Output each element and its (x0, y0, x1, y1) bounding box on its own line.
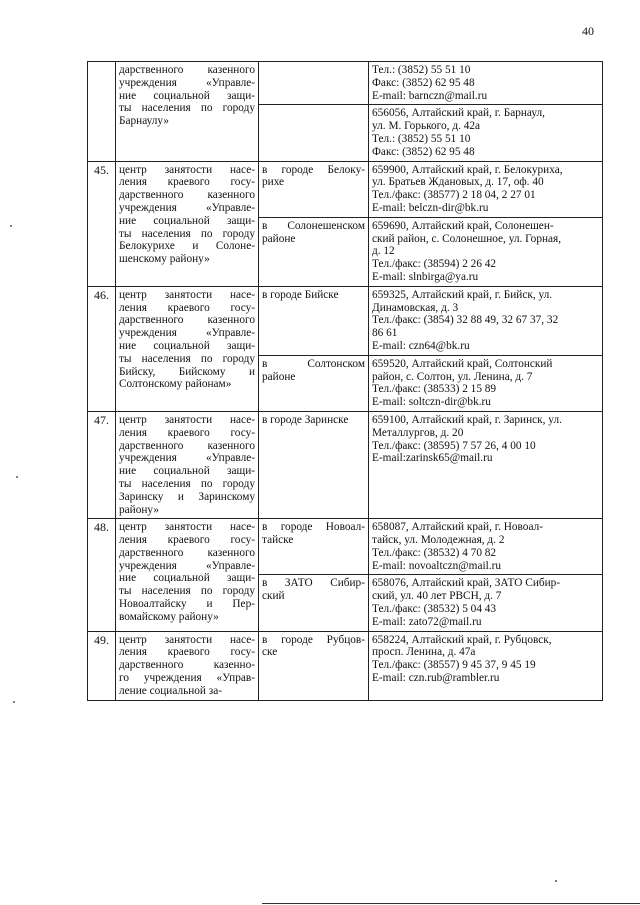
text-line: дарственного казенного (119, 64, 255, 76)
text-line: ние социальной защи- (119, 214, 255, 227)
text-line: ул. Братьев Ждановых, д. 17, оф. 40 (372, 176, 544, 189)
text-line: Тел./факс: (3854) 32 88 49, 32 67 37, 32 (372, 314, 559, 327)
location-cell (259, 217, 369, 286)
location-cell (259, 519, 369, 575)
text-line: тайске (262, 534, 294, 547)
row-number (88, 62, 116, 162)
address-cell (369, 631, 603, 700)
center-name-cell (116, 62, 259, 162)
text-line: Тел./факс: (38532) 4 70 82 (372, 546, 497, 559)
text-line: E-mail: novoaltczn@mail.ru (372, 559, 501, 572)
text-line: Тел.: (3852) 55 51 10 (372, 64, 471, 76)
text-line: Факс: (3852) 62 95 48 (372, 145, 475, 158)
text-line: ние социальной защи- (119, 465, 255, 478)
text-line: дарственного казенно- (119, 659, 255, 672)
text-line: 86 61 (372, 327, 398, 340)
text-line: Тел./факс: (38595) 7 57 26, 4 00 10 (372, 439, 536, 452)
table-row (88, 161, 603, 217)
row-number: 45. (88, 161, 116, 286)
text-line: в Солонешенском (262, 219, 365, 232)
employment-centers-table (87, 61, 603, 701)
text-line: ты населения по городу (119, 352, 255, 365)
scan-speck (16, 476, 18, 478)
address-cell (369, 286, 603, 355)
text-line: Тел./факс: (38557) 9 45 37, 9 45 19 (372, 659, 536, 672)
location-cell (259, 355, 369, 411)
text-line: дарственного казенного (119, 439, 255, 452)
text-line: центр занятости насе- (119, 413, 255, 426)
text-line: ты населения по городу (119, 102, 255, 115)
text-line: ский район, с. Солонешное, ул. Горная, (372, 232, 562, 245)
text-line: 659690, Алтайский край, Солонешен- (372, 219, 554, 232)
row-number: 47. (88, 411, 116, 518)
center-name-cell (116, 631, 259, 700)
row-number: 48. (88, 519, 116, 631)
text-line: учреждения «Управле- (119, 452, 255, 465)
scan-speck (13, 701, 15, 703)
table-row (88, 411, 603, 518)
text-line: 659100, Алтайский край, г. Заринск, ул. (372, 413, 562, 426)
text-line: Солтонскому районам» (119, 378, 232, 391)
scan-speck (10, 225, 12, 227)
address-cell (369, 411, 603, 518)
text-line: Заринску и Заринскому (119, 490, 255, 503)
text-line: в городе Рубцов- (262, 633, 365, 646)
text-line: Барнаулу» (119, 115, 170, 128)
text-line: E-mail: zato72@mail.ru (372, 615, 482, 628)
text-line: дарственного казенного (119, 546, 255, 559)
text-line: в Солтонском (262, 357, 365, 370)
table-row (88, 519, 603, 575)
text-line: Тел./факс: (38533) 2 15 89 (372, 383, 497, 396)
text-line: в городе Белоку- (262, 163, 365, 176)
text-line: ления краевого госу- (119, 301, 255, 314)
text-line: ления краевого госу- (119, 534, 255, 547)
text-line: ления краевого госу- (119, 646, 255, 659)
text-line: ления краевого госу- (119, 426, 255, 439)
center-name-cell (116, 286, 259, 411)
text-line: 658224, Алтайский край, г. Рубцовск, (372, 633, 552, 646)
text-line: ский, ул. 40 лет РВСН, д. 7 (372, 590, 502, 603)
text-line: E-mail: barnczn@mail.ru (372, 89, 488, 102)
text-line: в городе Заринске (262, 413, 349, 426)
text-line: Новоалтайску и Пер- (119, 598, 255, 611)
text-line: ления краевого госу- (119, 176, 255, 189)
text-line: ске (262, 646, 278, 659)
address-cell (369, 355, 603, 411)
text-line: ский (262, 590, 285, 603)
row-number: 46. (88, 286, 116, 411)
text-line: ние социальной защи- (119, 89, 255, 102)
text-line: учреждения «Управле- (119, 327, 255, 340)
text-line: учреждения «Управле- (119, 201, 255, 214)
location-cell (259, 62, 369, 105)
text-line: 659520, Алтайский край, Солтонский (372, 357, 553, 370)
address-cell (369, 105, 603, 161)
text-line: району» (119, 503, 159, 516)
address-cell (369, 161, 603, 217)
text-line: 659325, Алтайский край, г. Бийск, ул. (372, 288, 553, 301)
location-cell (259, 411, 369, 518)
text-line: E-mail: slnbirga@ya.ru (372, 270, 479, 283)
row-number: 49. (88, 631, 116, 700)
text-line: Бийску, Бийскому и (119, 365, 255, 378)
scan-speck (555, 880, 557, 882)
table-row (88, 62, 603, 105)
text-line: в ЗАТО Сибир- (262, 577, 365, 590)
text-line: ние социальной защи- (119, 572, 255, 585)
text-line: центр занятости насе- (119, 163, 255, 176)
text-line: в городе Бийске (262, 288, 339, 301)
text-line: E-mail: belczn-dir@bk.ru (372, 201, 489, 214)
text-line: район, с. Солтон, ул. Ленина, д. 7 (372, 370, 533, 383)
text-line: учреждения «Управле- (119, 559, 255, 572)
address-cell (369, 217, 603, 286)
text-line: вомайскому району» (119, 610, 219, 623)
center-name-cell (116, 161, 259, 286)
address-cell (369, 519, 603, 575)
text-line: районе (262, 370, 296, 383)
address-cell (369, 62, 603, 105)
center-name-cell (116, 519, 259, 631)
center-name-cell (116, 411, 259, 518)
text-line: шенскому району» (119, 253, 210, 266)
page-number: 40 (582, 24, 594, 38)
table-body (88, 62, 603, 701)
text-line: районе (262, 232, 296, 245)
text-line: тайск, ул. Молодежная, д. 2 (372, 534, 505, 547)
text-line: ул. М. Горького, д. 42а (372, 120, 481, 133)
scan-edge-line (262, 903, 640, 904)
text-line: рихе (262, 176, 285, 189)
table-row (88, 286, 603, 355)
text-line: д. 12 (372, 245, 395, 258)
text-line: E-mail: czn.rub@rambler.ru (372, 672, 500, 685)
location-cell (259, 105, 369, 161)
location-cell (259, 631, 369, 700)
address-cell (369, 575, 603, 631)
text-line: дарственного казенного (119, 189, 255, 202)
text-line: в городе Новоал- (262, 521, 365, 534)
text-line: центр занятости насе- (119, 288, 255, 301)
text-line: просп. Ленина, д. 47а (372, 646, 476, 659)
text-line: центр занятости насе- (119, 633, 255, 646)
text-line: ты населения по городу (119, 477, 255, 490)
text-line: Факс: (3852) 62 95 48 (372, 76, 475, 89)
location-cell (259, 575, 369, 631)
text-line: Динамовская, д. 3 (372, 301, 459, 314)
text-line: ние социальной защи- (119, 339, 255, 352)
text-line: го учреждения «Управ- (119, 672, 255, 685)
text-line: Белокурихе и Солоне- (119, 240, 255, 253)
text-line: учреждения «Управле- (119, 76, 255, 89)
text-line: Металлургов, д. 20 (372, 426, 464, 439)
text-line: дарственного казенного (119, 314, 255, 327)
text-line: Тел.: (3852) 55 51 10 (372, 132, 471, 145)
text-line: Тел./факс: (38577) 2 18 04, 2 27 01 (372, 189, 536, 202)
text-line: 658087, Алтайский край, г. Новоал- (372, 521, 543, 534)
text-line: ление социальной за- (119, 684, 223, 697)
location-cell (259, 161, 369, 217)
text-line: Тел./факс: (38594) 2 26 42 (372, 258, 497, 271)
text-line: E-mail:zarinsk65@mail.ru (372, 452, 493, 465)
text-line: Тел./факс: (38532) 5 04 43 (372, 603, 497, 616)
table-row (88, 631, 603, 700)
text-line: E-mail: czn64@bk.ru (372, 339, 470, 352)
text-line: E-mail: soltczn-dir@bk.ru (372, 396, 491, 409)
location-cell (259, 286, 369, 355)
text-line: ты населения по городу (119, 227, 255, 240)
text-line: 659900, Алтайский край, г. Белокуриха, (372, 163, 563, 176)
text-line: центр занятости насе- (119, 521, 255, 534)
text-line: 658076, Алтайский край, ЗАТО Сибир- (372, 577, 561, 590)
text-line: ты населения по городу (119, 585, 255, 598)
text-line: 656056, Алтайский край, г. Барнаул, (372, 107, 545, 120)
